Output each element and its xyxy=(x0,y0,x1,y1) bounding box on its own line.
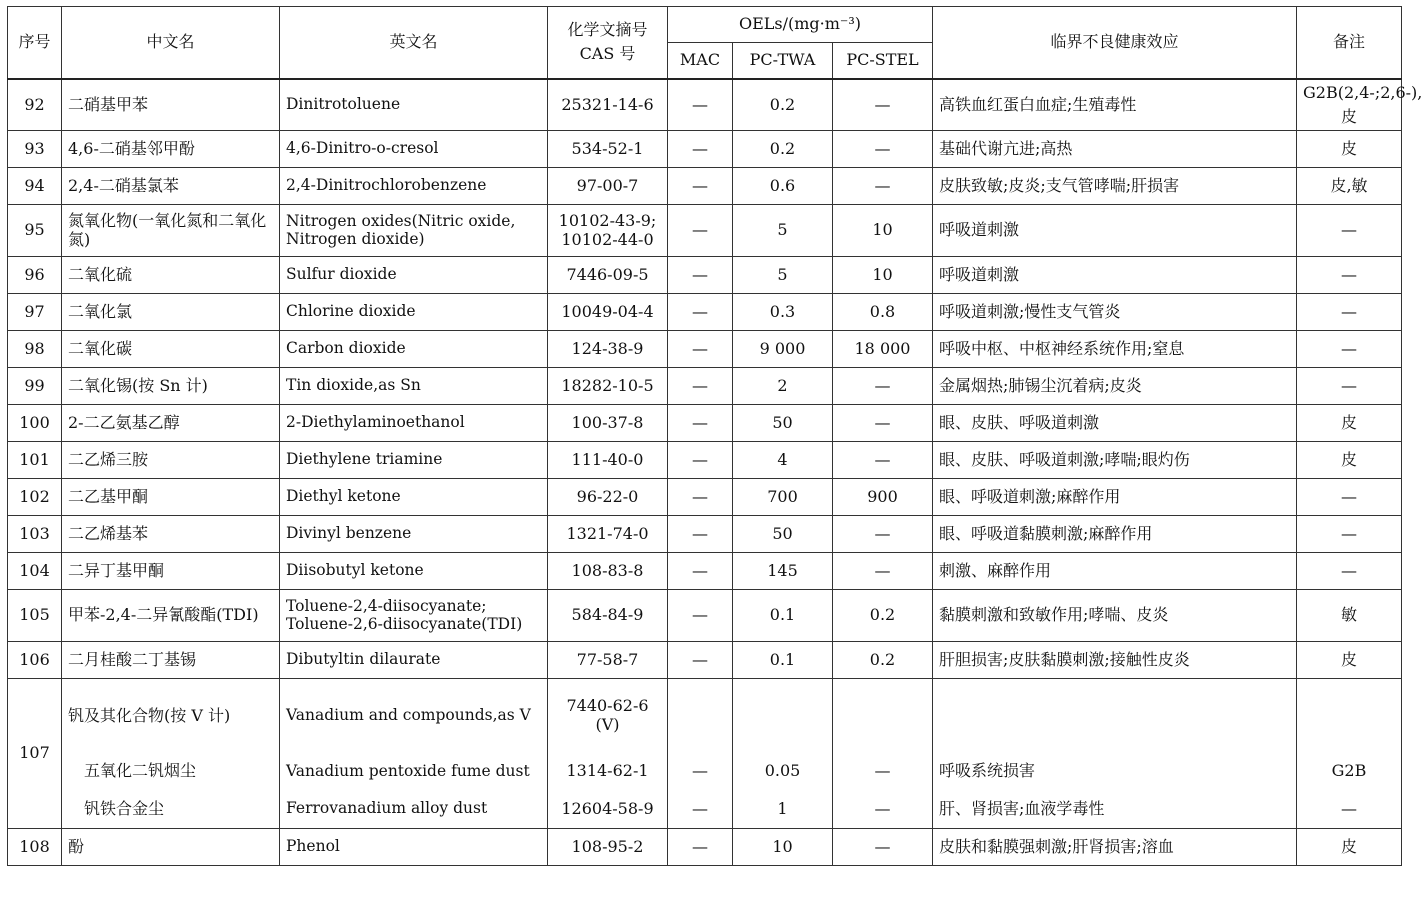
cell-note: G2B(2,4-;2,6-),皮 xyxy=(1297,79,1402,131)
cell-note: — xyxy=(1297,516,1402,553)
cell-twa: 0.05 xyxy=(733,753,833,791)
cell-cas: 124-38-9 xyxy=(548,331,668,368)
cell-note: — xyxy=(1297,479,1402,516)
cell-stel: — xyxy=(833,753,933,791)
cell-note: 皮,敏 xyxy=(1297,168,1402,205)
cell-mac: — xyxy=(668,294,733,331)
cell-effect: 金属烟热;肺锡尘沉着病;皮炎 xyxy=(933,368,1297,405)
header-note: 备注 xyxy=(1297,7,1402,79)
cell-stel: — xyxy=(833,368,933,405)
cell-en: Tin dioxide,as Sn xyxy=(280,368,548,405)
cell-stel: 0.8 xyxy=(833,294,933,331)
cell-effect: 呼吸中枢、中枢神经系统作用;窒息 xyxy=(933,331,1297,368)
table-row xyxy=(8,679,1402,753)
cell-cn: 二硝基甲苯 xyxy=(62,79,280,131)
cell-en: Chlorine dioxide xyxy=(280,294,548,331)
cell-cn: 甲苯-2,4-二异氰酸酯(TDI) xyxy=(62,590,280,642)
cell-cn: 4,6-二硝基邻甲酚 xyxy=(62,131,280,168)
cell-effect: 呼吸道刺激;慢性支气管炎 xyxy=(933,294,1297,331)
cell-mac: — xyxy=(668,442,733,479)
table-body xyxy=(8,79,1422,866)
cell-stel xyxy=(833,679,933,753)
cell-seq: 94 xyxy=(8,168,62,205)
cell-effect: 高铁血红蛋白血症;生殖毒性 xyxy=(933,79,1297,131)
cell-cas: 10049-04-4 xyxy=(548,294,668,331)
table-row xyxy=(8,131,1402,168)
cell-cn: 二月桂酸二丁基锡 xyxy=(62,642,280,679)
cell-effect: 皮肤和黏膜强刺激;肝肾损害;溶血 xyxy=(933,829,1297,866)
cell-cn: 2,4-二硝基氯苯 xyxy=(62,168,280,205)
cell-mac: — xyxy=(668,553,733,590)
table-row xyxy=(8,791,1402,829)
cell-en: Carbon dioxide xyxy=(280,331,548,368)
cell-stel: 18 000 xyxy=(833,331,933,368)
cell-note: 皮 xyxy=(1297,829,1402,866)
cell-effect xyxy=(933,679,1297,753)
cell-cas: 25321-14-6 xyxy=(548,79,668,131)
cell-seq: 101 xyxy=(8,442,62,479)
table-row xyxy=(8,753,1402,791)
header-effect: 临界不良健康效应 xyxy=(933,7,1297,79)
cell-stel: — xyxy=(833,131,933,168)
cell-mac: — xyxy=(668,131,733,168)
cell-en: Vanadium and compounds,as V xyxy=(280,679,548,753)
cell-cn: 钒铁合金尘 xyxy=(62,791,280,829)
cell-cn: 酚 xyxy=(62,829,280,866)
cell-twa: 0.1 xyxy=(733,642,833,679)
cell-cn: 钒及其化合物(按 V 计) xyxy=(62,679,280,753)
cell-cn: 五氧化二钒烟尘 xyxy=(62,753,280,791)
cell-cn: 二氧化硫 xyxy=(62,257,280,294)
table-row xyxy=(8,405,1402,442)
cell-cas: 584-84-9 xyxy=(548,590,668,642)
cell-cas: 10102-43-9; 10102-44-0 xyxy=(548,205,668,257)
cell-cas: 77-58-7 xyxy=(548,642,668,679)
cell-cn: 二乙烯三胺 xyxy=(62,442,280,479)
cell-twa: 9 000 xyxy=(733,331,833,368)
header-seq: 序号 xyxy=(8,7,62,79)
cell-mac: — xyxy=(668,642,733,679)
cell-seq: 107 xyxy=(8,679,62,829)
cell-note: — xyxy=(1297,294,1402,331)
cell-en: 2-Diethylaminoethanol xyxy=(280,405,548,442)
cell-effect: 眼、呼吸道黏膜刺激;麻醉作用 xyxy=(933,516,1297,553)
cell-en: Phenol xyxy=(280,829,548,866)
cell-cn: 二乙烯基苯 xyxy=(62,516,280,553)
cell-stel: — xyxy=(833,168,933,205)
cell-effect: 刺激、麻醉作用 xyxy=(933,553,1297,590)
cell-note: — xyxy=(1297,553,1402,590)
header-cas-line2: CAS 号 xyxy=(579,44,636,64)
cell-seq: 99 xyxy=(8,368,62,405)
cell-twa: 2 xyxy=(733,368,833,405)
header-mac: MAC xyxy=(668,43,733,79)
cell-stel: 0.2 xyxy=(833,590,933,642)
cell-twa: 50 xyxy=(733,405,833,442)
cell-en: Dibutyltin dilaurate xyxy=(280,642,548,679)
cell-cn: 二氧化氯 xyxy=(62,294,280,331)
cell-cn: 氮氧化物(一氧化氮和二氧化氮) xyxy=(62,205,280,257)
cell-en: Dinitrotoluene xyxy=(280,79,548,131)
cell-effect: 呼吸系统损害 xyxy=(933,753,1297,791)
cell-effect: 肝、肾损害;血液学毒性 xyxy=(933,791,1297,829)
cell-effect: 呼吸道刺激 xyxy=(933,205,1297,257)
table-row xyxy=(8,257,1402,294)
cell-seq: 97 xyxy=(8,294,62,331)
cell-twa: 145 xyxy=(733,553,833,590)
cell-en: Vanadium pentoxide fume dust xyxy=(280,753,548,791)
cell-effect: 黏膜刺激和致敏作用;哮喘、皮炎 xyxy=(933,590,1297,642)
cell-note: — xyxy=(1297,368,1402,405)
cell-cas: 108-83-8 xyxy=(548,553,668,590)
cell-cn: 2-二乙氨基乙醇 xyxy=(62,405,280,442)
cell-stel: — xyxy=(833,405,933,442)
cell-en: Sulfur dioxide xyxy=(280,257,548,294)
cell-mac: — xyxy=(668,205,733,257)
cell-seq: 103 xyxy=(8,516,62,553)
cell-en: Toluene-2,4-diisocyanate; Toluene-2,6-diisocyanate(TDI) xyxy=(280,590,548,642)
table-row xyxy=(8,331,1402,368)
cell-en: Diethyl ketone xyxy=(280,479,548,516)
table-header xyxy=(8,7,1402,79)
header-en-name: 英文名 xyxy=(280,7,548,79)
cell-seq: 95 xyxy=(8,205,62,257)
cell-twa: 0.2 xyxy=(733,131,833,168)
cell-effect: 基础代谢亢进;高热 xyxy=(933,131,1297,168)
cell-mac: — xyxy=(668,479,733,516)
cell-en: Divinyl benzene xyxy=(280,516,548,553)
cell-effect: 呼吸道刺激 xyxy=(933,257,1297,294)
cell-stel: — xyxy=(833,791,933,829)
cell-cas: 100-37-8 xyxy=(548,405,668,442)
cell-note: 敏 xyxy=(1297,590,1402,642)
cell-en: Nitrogen oxides(Nitric oxide, Nitrogen dioxide) xyxy=(280,205,548,257)
cell-stel: 10 xyxy=(833,205,933,257)
cell-twa: 1 xyxy=(733,791,833,829)
header-oels: OELs/(mg·m⁻³) xyxy=(668,7,933,43)
cell-seq: 102 xyxy=(8,479,62,516)
table-row xyxy=(8,516,1402,553)
cell-cas: 111-40-0 xyxy=(548,442,668,479)
cell-cas: 97-00-7 xyxy=(548,168,668,205)
cell-seq: 100 xyxy=(8,405,62,442)
cell-twa: 50 xyxy=(733,516,833,553)
cell-twa: 0.6 xyxy=(733,168,833,205)
cell-note: G2B xyxy=(1297,753,1402,791)
cell-twa: 4 xyxy=(733,442,833,479)
cell-en: 4,6-Dinitro-o-cresol xyxy=(280,131,548,168)
cell-mac: — xyxy=(668,257,733,294)
cell-en: Diethylene triamine xyxy=(280,442,548,479)
cell-mac: — xyxy=(668,829,733,866)
cell-stel: — xyxy=(833,79,933,131)
cell-seq: 106 xyxy=(8,642,62,679)
cell-mac: — xyxy=(668,753,733,791)
cell-seq: 108 xyxy=(8,829,62,866)
cell-mac: — xyxy=(668,516,733,553)
oel-table xyxy=(7,6,1422,866)
cell-mac xyxy=(668,679,733,753)
cell-cas: 96-22-0 xyxy=(548,479,668,516)
cell-twa: 0.3 xyxy=(733,294,833,331)
cell-effect: 皮肤致敏;皮炎;支气管哮喘;肝损害 xyxy=(933,168,1297,205)
cell-mac: — xyxy=(668,791,733,829)
table-row xyxy=(8,479,1402,516)
cell-seq: 104 xyxy=(8,553,62,590)
cell-twa: 0.2 xyxy=(733,79,833,131)
cell-en: Diisobutyl ketone xyxy=(280,553,548,590)
cell-twa: 5 xyxy=(733,257,833,294)
cell-stel: 0.2 xyxy=(833,642,933,679)
cell-stel: — xyxy=(833,516,933,553)
header-pctwa: PC-TWA xyxy=(733,43,833,79)
cell-twa: 5 xyxy=(733,205,833,257)
table-row xyxy=(8,79,1402,131)
cell-mac: — xyxy=(668,331,733,368)
table-row xyxy=(8,553,1402,590)
cell-seq: 98 xyxy=(8,331,62,368)
cell-effect: 肝胆损害;皮肤黏膜刺激;接触性皮炎 xyxy=(933,642,1297,679)
table-row xyxy=(8,205,1402,257)
cell-note: — xyxy=(1297,205,1402,257)
cell-stel: — xyxy=(833,829,933,866)
cell-seq: 96 xyxy=(8,257,62,294)
cell-cas: 12604-58-9 xyxy=(548,791,668,829)
header-cn-name: 中文名 xyxy=(62,7,280,79)
table-row xyxy=(8,294,1402,331)
cell-note: — xyxy=(1297,331,1402,368)
cell-note: 皮 xyxy=(1297,642,1402,679)
cell-note: 皮 xyxy=(1297,131,1402,168)
cell-cas: 1321-74-0 xyxy=(548,516,668,553)
cell-note: 皮 xyxy=(1297,405,1402,442)
cell-twa: 0.1 xyxy=(733,590,833,642)
table-row xyxy=(8,642,1402,679)
cell-mac: — xyxy=(668,368,733,405)
cell-seq: 105 xyxy=(8,590,62,642)
cell-mac: — xyxy=(668,168,733,205)
cell-cn: 二乙基甲酮 xyxy=(62,479,280,516)
cell-stel: — xyxy=(833,553,933,590)
cell-note: — xyxy=(1297,791,1402,829)
cell-cn: 二氧化锡(按 Sn 计) xyxy=(62,368,280,405)
cell-effect: 眼、皮肤、呼吸道刺激 xyxy=(933,405,1297,442)
cell-cas: 7446-09-5 xyxy=(548,257,668,294)
table-row xyxy=(8,168,1402,205)
cell-cas: 534-52-1 xyxy=(548,131,668,168)
cell-twa: 700 xyxy=(733,479,833,516)
cell-mac: — xyxy=(668,79,733,131)
cell-cn: 二氧化碳 xyxy=(62,331,280,368)
cell-en: Ferrovanadium alloy dust xyxy=(280,791,548,829)
cell-seq: 92 xyxy=(8,79,62,131)
cell-mac: — xyxy=(668,405,733,442)
cell-note: 皮 xyxy=(1297,442,1402,479)
cell-twa: 10 xyxy=(733,829,833,866)
cell-stel: — xyxy=(833,442,933,479)
table-row xyxy=(8,590,1402,642)
cell-note: — xyxy=(1297,257,1402,294)
header-pcstel: PC-STEL xyxy=(833,43,933,79)
cell-stel: 10 xyxy=(833,257,933,294)
cell-cas: 1314-62-1 xyxy=(548,753,668,791)
cell-cas: 18282-10-5 xyxy=(548,368,668,405)
cell-cas: 7440-62-6 (V) xyxy=(548,679,668,753)
cell-cn: 二异丁基甲酮 xyxy=(62,553,280,590)
table-row xyxy=(8,368,1402,405)
header-cas-line1: 化学文摘号 xyxy=(567,19,648,39)
cell-mac: — xyxy=(668,590,733,642)
cell-seq: 93 xyxy=(8,131,62,168)
cell-cas: 108-95-2 xyxy=(548,829,668,866)
header-cas xyxy=(548,7,668,79)
cell-effect: 眼、皮肤、呼吸道刺激;哮喘;眼灼伤 xyxy=(933,442,1297,479)
cell-twa xyxy=(733,679,833,753)
table-row xyxy=(8,442,1402,479)
cell-effect: 眼、呼吸道刺激;麻醉作用 xyxy=(933,479,1297,516)
table-row xyxy=(8,829,1402,866)
cell-note xyxy=(1297,679,1402,753)
cell-en: 2,4-Dinitrochlorobenzene xyxy=(280,168,548,205)
cell-stel: 900 xyxy=(833,479,933,516)
